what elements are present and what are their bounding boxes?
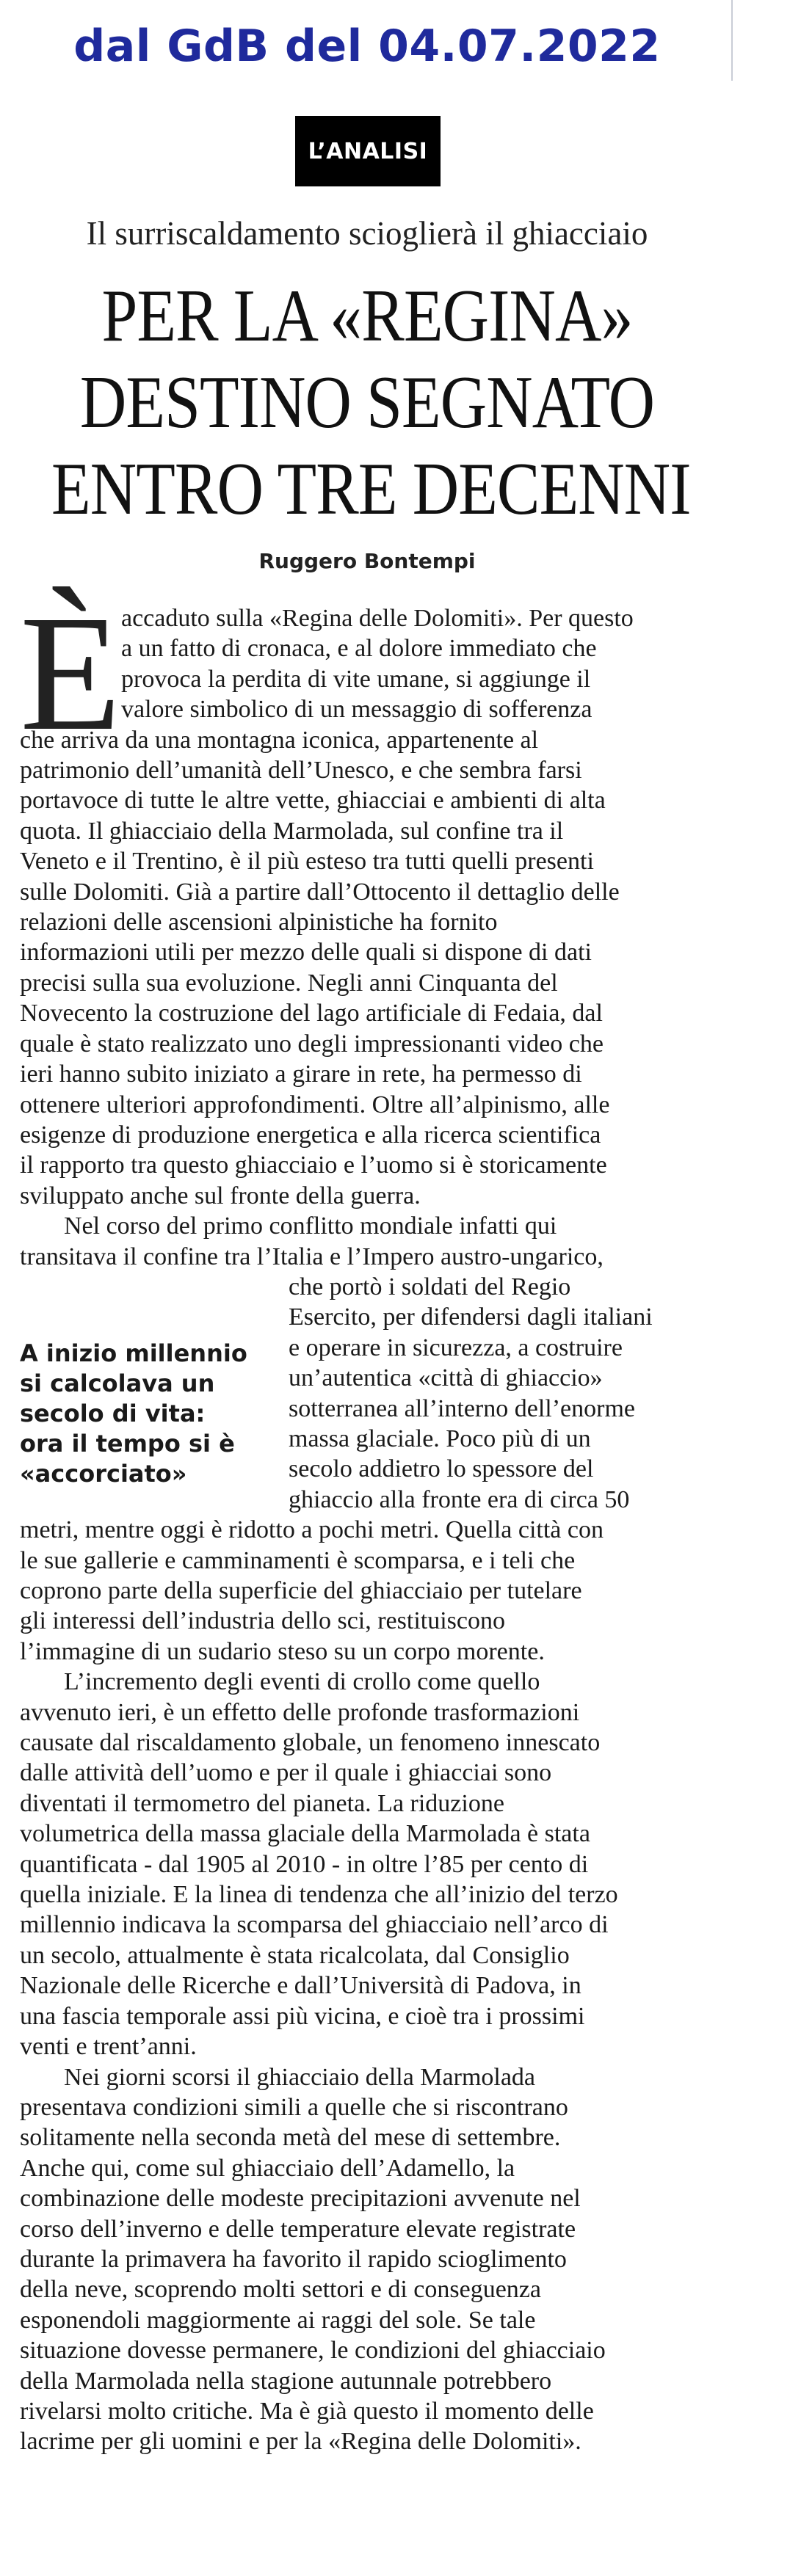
pull-quote-line: secolo di vita: [20,1400,206,1427]
text-line: combinazione delle modeste precipitazioni avvenute nel [20,2185,581,2213]
text-line: causate dal riscaldamento globale, un fenomeno innescato [20,1729,601,1757]
text-line: sviluppato anche sul fronte della guerra. [20,1182,421,1209]
text-line: che portò i soldati del Regio [289,1273,571,1300]
text-line: volumetrica della massa glaciale della Marmolada è stata [20,1820,590,1848]
text-line: un secolo, attualmente è stata ricalcolata, dal Consiglio [20,1941,570,1969]
text-line: le sue gallerie e camminamenti è scomparsa, e i teli che [20,1546,576,1574]
pull-quote-line: A inizio millennio [20,1339,247,1367]
kicker: Il surriscaldamento scioglierà il ghiacciaio [86,215,648,252]
text-line: esigenze di produzione energetica e alla ricerca scientifica [20,1121,601,1149]
text-line: l’immagine di un sudario steso su un corpo morente. [20,1637,545,1665]
article-body [20,581,717,2457]
text-line: dalle attività dell’uomo e per il quale i ghiacciai sono [20,1759,552,1787]
text-line: Anche qui, come sul ghiacciaio dell’Adamello, la [20,2154,515,2182]
text-line: relazioni delle ascensioni alpinistiche ha fornito [20,909,498,936]
text-line: lacrime per gli uomini e per la «Regina delle Dolomiti». [20,2428,581,2456]
source-line: dal GdB del 04.07.2022 [73,21,661,72]
text-line: e operare in sicurezza, a costruire [289,1334,623,1361]
pull-quote-line: ora il tempo si è [20,1430,235,1458]
pull-quote-line: «accorciato» [20,1460,187,1488]
text-line: quota. Il ghiacciaio della Marmolada, sul confine tra il [20,817,564,845]
text-line: solitamente nella seconda metà del mese di settembre. [20,2124,561,2152]
text-line: della Marmolada nella stagione autunnale potrebbero [20,2367,552,2395]
text-line: coprono parte della superficie del ghiacciaio per tutelare [20,1577,582,1604]
text-line: quella iniziale. E la linea di tendenza che all’inizio del terzo [20,1881,618,1909]
text-line: a un fatto di cronaca, e al dolore immediato che [121,635,597,663]
text-line: una fascia temporale assi più vicina, e cioè tra i prossimi [20,2002,585,2030]
text-line: presentava condizioni simili a quelle che si riscontrano [20,2093,568,2121]
section-label: L’ANALISI [295,116,441,186]
headline-line: PER LA «REGINA» [101,274,633,357]
text-line: sotterranea all’interno dell’enorme [289,1394,635,1422]
text-line: L’incremento degli eventi di crollo come quello [64,1668,540,1696]
pull-quote-line: si calcolava un [20,1369,215,1397]
text-line: situazione dovesse permanere, le condizioni del ghiacciaio [20,2337,606,2365]
paragraph-lines [20,1667,717,2062]
text-line: Nel corso del primo conflitto mondiale infatti qui [64,1212,557,1240]
text-line: valore simbolico di un messaggio di sofferenza [121,696,592,724]
paragraph-lines [20,725,717,1212]
headline-line: DESTINO SEGNATO [79,361,655,444]
text-line: Nazionale delle Ricerche e dall’Università di Padova, in [20,1972,581,2000]
text-line: metri, mentre oggi è ridotto a pochi metri. Quella città con [20,1516,604,1544]
text-line: informazioni utili per mezzo delle quali si dispone di dati [20,939,592,967]
text-line: che arriva da una montagna iconica, appartenente al [20,726,539,754]
text-line: Nei giorni scorsi il ghiacciaio della Marmolada [64,2063,536,2091]
paragraph-lines [20,1272,717,1515]
text-line: il rapporto tra questo ghiacciaio e l’uomo si è storicamente [20,1151,607,1179]
headline [51,273,691,533]
text-line: accaduto sulla «Regina delle Dolomiti». Per questo [121,605,634,632]
text-line: un’autentica «città di ghiaccio» [289,1364,603,1392]
paragraph [20,1667,717,2062]
text-line: ghiaccio alla fronte era di circa 50 [289,1485,630,1513]
text-line: portavoce di tutte le altre vette, ghiacciai e ambienti di alta [20,787,606,815]
text-line: massa glaciale. Poco più di un [289,1425,591,1452]
paragraph-lines [20,2062,717,2457]
text-line: provoca la perdita di vite umane, si aggiunge il [121,665,591,693]
paragraph [20,1211,717,1667]
text-line: millennio indicava la scomparsa del ghiacciaio nell’arco di [20,1911,609,1939]
text-line: rivelarsi molto critiche. Ma è già questo il momento delle [20,2397,594,2425]
text-line: venti e trent’anni. [20,2033,197,2061]
text-line: della neve, scoprendo molti settori e di conseguenza [20,2276,541,2304]
headline-line: ENTRO TRE DECENNI [51,448,691,531]
text-line: secolo addietro lo spessore del [289,1455,594,1483]
paragraph [20,581,717,1211]
paragraph-lines [20,1515,717,1667]
text-line: Esercito, per difendersi dagli italiani [289,1303,653,1331]
text-line: quantificata - dal 1905 al 2010 - in oltre l’85 per cento di [20,1850,589,1878]
text-line: precisi sulla sua evoluzione. Negli anni Cinquanta del [20,969,558,997]
column-rule [731,0,733,81]
drop-cap: È [20,581,122,765]
text-line: patrimonio dell’umanità dell’Unesco, e che sembra farsi [20,757,582,785]
text-line: durante la primavera ha favorito il rapido scioglimento [20,2245,567,2273]
text-line: diventati il termometro del pianeta. La riduzione [20,1789,504,1817]
text-line: gli interessi dell’industria dello sci, restituiscono [20,1607,505,1635]
byline: Ruggero Bontempi [258,549,476,573]
text-line: sulle Dolomiti. Già a partire dall’Ottocento il dettaglio delle [20,878,620,906]
text-line: quale è stato realizzato uno degli impressionanti video che [20,1030,604,1058]
text-line: transitava il confine tra l’Italia e l’Impero austro-ungarico, [20,1242,604,1270]
text-line: avvenuto ieri, è un effetto delle profonde trasformazioni [20,1698,580,1726]
text-line: Novecento la costruzione del lago artificiale di Fedaia, dal [20,1000,603,1027]
text-line: ottenere ulteriori approfondimenti. Oltre all’alpinismo, alle [20,1091,610,1118]
text-line: corso dell’inverno e delle temperature elevate registrate [20,2215,576,2243]
text-line: esponendoli maggiormente ai raggi del sole. Se tale [20,2306,536,2334]
paragraph [20,2062,717,2457]
text-line: Veneto e il Trentino, è il più esteso tra tutti quelli presenti [20,848,594,876]
text-line: ieri hanno subito iniziato a girare in rete, ha permesso di [20,1060,582,1088]
